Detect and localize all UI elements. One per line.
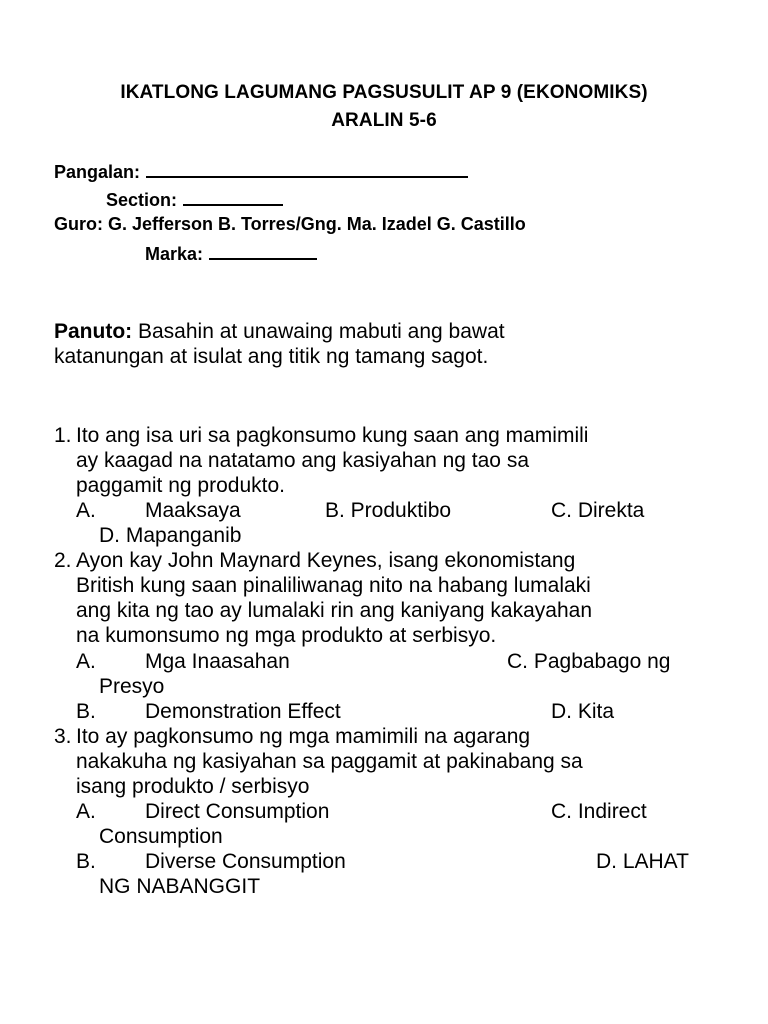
question-1-choice-c: C. Direkta — [551, 499, 645, 522]
section-field — [106, 188, 283, 211]
grade-blank-line[interactable] — [209, 242, 317, 260]
question-2-choice-c-cont: Presyo — [99, 675, 165, 698]
question-3-choice-d-cont: NG NABANGGIT — [99, 875, 261, 898]
question-2-choice-c: C. Pagbabago ng — [507, 650, 671, 673]
question-3-choice-a: Direct Consumption — [145, 800, 330, 823]
exam-subtitle: ARALIN 5-6 — [331, 110, 437, 131]
instructions-line-1 — [54, 319, 505, 344]
question-2-line: British kung saan pinaliliwanag nito na habang lumalaki — [76, 574, 591, 597]
instructions-line-2: katanungan at isulat ang titik ng tamang sagot. — [54, 345, 489, 368]
grade-field — [145, 242, 317, 265]
question-3-number: 3. — [54, 725, 72, 748]
question-3-line: Ito ay pagkonsumo ng mga mamimili na agarang — [76, 725, 531, 748]
question-3-line: isang produkto / serbisyo — [76, 775, 310, 798]
question-2-choice-b-letter: B. — [76, 700, 96, 723]
question-1-line: paggamit ng produkto. — [76, 474, 285, 497]
question-2-line: na kumonsumo ng mga produkto at serbisyo. — [76, 624, 497, 647]
question-3-choice-b-letter: B. — [76, 850, 96, 873]
question-1-number: 1. — [54, 424, 72, 447]
question-3-choice-d: D. LAHAT — [596, 850, 689, 873]
question-2-number: 2. — [54, 549, 72, 572]
question-1-choice-a-letter: A. — [76, 499, 96, 522]
question-1-choice-b: B. Produktibo — [325, 499, 452, 522]
question-3-choice-b: Diverse Consumption — [145, 850, 346, 873]
question-1-line: ay kaagad na natatamo ang kasiyahan ng tao sa — [76, 449, 529, 472]
question-2-line: Ayon kay John Maynard Keynes, isang ekonomistang — [76, 549, 576, 572]
grade-label: Marka: — [145, 244, 204, 264]
instructions-label: Panuto: — [54, 320, 133, 343]
question-2-line: ang kita ng tao ay lumalaki rin ang kaniyang kakayahan — [76, 599, 592, 622]
name-field — [54, 160, 468, 183]
question-2-choice-a-letter: A. — [76, 650, 96, 673]
teacher-line: Guro: G. Jefferson B. Torres/Gng. Ma. Izadel G. Castillo — [54, 214, 526, 234]
question-3-choice-c-cont: Consumption — [99, 825, 223, 848]
exam-title: IKATLONG LAGUMANG PAGSUSULIT AP 9 (EKONOMIKS) — [120, 82, 648, 103]
question-3-choice-c: C. Indirect — [551, 800, 647, 823]
question-1-choice-a: Maaksaya — [145, 499, 241, 522]
question-3-line: nakakuha ng kasiyahan sa paggamit at pakinabang sa — [76, 750, 583, 773]
section-blank-line[interactable] — [183, 188, 283, 206]
question-2-choice-d: D. Kita — [551, 700, 615, 723]
instructions-text-1: Basahin at unawaing mabuti ang bawat — [138, 320, 505, 343]
name-blank-line[interactable] — [146, 160, 468, 178]
question-2-choice-a: Mga Inaasahan — [145, 650, 290, 673]
name-label: Pangalan: — [54, 162, 141, 182]
question-2-choice-b: Demonstration Effect — [145, 700, 341, 723]
section-label: Section: — [106, 190, 178, 210]
question-1-line: Ito ang isa uri sa pagkonsumo kung saan ang mamimili — [76, 424, 589, 447]
question-1-choice-d: D. Mapanganib — [99, 524, 242, 547]
question-3-choice-a-letter: A. — [76, 800, 96, 823]
